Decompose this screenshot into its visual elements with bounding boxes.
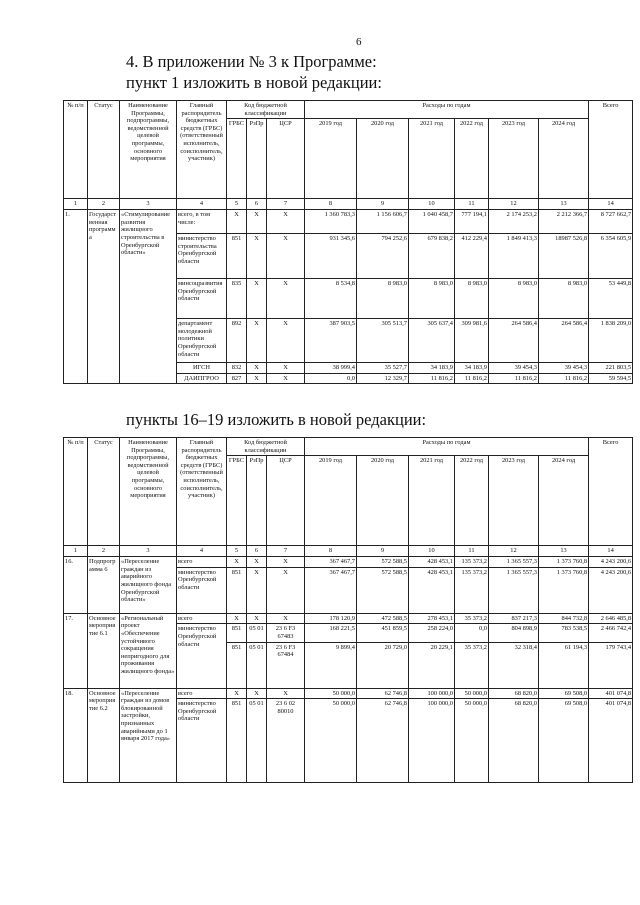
cell-csr: X xyxy=(267,234,305,279)
cell-value: 20 229,1 xyxy=(409,642,455,688)
cell-value: 50 000,0 xyxy=(455,688,489,699)
col-header-year: 2023 год xyxy=(489,456,539,546)
cell-value: 931 345,6 xyxy=(305,234,357,279)
cell-rzpr: X xyxy=(247,557,267,568)
cell-grbs: 835 xyxy=(227,279,247,319)
cell-csr: X xyxy=(267,613,305,624)
row-manager: министерство Оренбургской области xyxy=(177,699,227,783)
cell-value: 50 000,0 xyxy=(455,699,489,783)
cell-value: 679 838,2 xyxy=(409,234,455,279)
cell-rzpr: X xyxy=(247,688,267,699)
col-header-year: 2020 год xyxy=(357,119,409,199)
cell-total: 2 466 742,4 xyxy=(589,624,633,642)
cell-value: 8 983,0 xyxy=(455,279,489,319)
table-row xyxy=(64,557,633,568)
cell-value: 1 365 557,3 xyxy=(489,557,539,568)
cell-value: 18987 526,8 xyxy=(539,234,589,279)
cell-value: 38 999,4 xyxy=(305,363,357,374)
table-row xyxy=(64,688,633,699)
col-number: 3 xyxy=(120,546,177,557)
cell-value: 11 816,2 xyxy=(539,373,589,384)
cell-rzpr: X xyxy=(247,319,267,363)
cell-value: 8 983,0 xyxy=(357,279,409,319)
cell-value: 35 373,2 xyxy=(455,642,489,688)
cell-value: 8 983,0 xyxy=(409,279,455,319)
cell-value: 572 588,5 xyxy=(357,567,409,613)
cell-value: 50 000,0 xyxy=(305,699,357,783)
cell-value: 34 183,9 xyxy=(455,363,489,374)
item-status: Подпрограмма 6 xyxy=(88,557,120,614)
table-row xyxy=(64,613,633,624)
cell-value: 258 224,0 xyxy=(409,624,455,642)
item-num: 16. xyxy=(64,557,88,614)
cell-total: 221 803,5 xyxy=(589,363,633,374)
cell-value: 844 732,8 xyxy=(539,613,589,624)
cell-value: 35 527,7 xyxy=(357,363,409,374)
cell-total: 53 449,8 xyxy=(589,279,633,319)
col-header-csr: ЦСР xyxy=(267,119,305,199)
cell-value: 20 729,0 xyxy=(357,642,409,688)
item-name: «Переселение граждан из аварийного жилищного фонда Оренбургской области» xyxy=(120,557,177,614)
cell-value: 11 816,2 xyxy=(409,373,455,384)
col-number: 3 xyxy=(120,199,177,210)
item-num: 17. xyxy=(64,613,88,688)
cell-value: 1 360 783,3 xyxy=(305,210,357,234)
col-number: 6 xyxy=(247,546,267,557)
cell-grbs: 851 xyxy=(227,234,247,279)
item-name: «Стимулирование развития жилищного строительства в Оренбургской области» xyxy=(120,210,177,384)
cell-csr: X xyxy=(267,210,305,234)
col-header-csr: ЦСР xyxy=(267,456,305,546)
cell-value: 39 454,3 xyxy=(489,363,539,374)
col-header-manager: Главный распорядитель бюджетных средств (ГРБС) (ответственный исполнитель, соисполнитель, участник) xyxy=(177,101,227,199)
cell-total: 401 074,8 xyxy=(589,688,633,699)
cell-total: 1 838 209,0 xyxy=(589,319,633,363)
col-header-year: 2021 год xyxy=(409,119,455,199)
col-number: 5 xyxy=(227,199,247,210)
cell-value: 837 217,3 xyxy=(489,613,539,624)
cell-value: 11 816,2 xyxy=(489,373,539,384)
row-manager: ИГСН xyxy=(177,363,227,374)
cell-grbs: X xyxy=(227,557,247,568)
cell-value: 451 859,5 xyxy=(357,624,409,642)
col-header-year: 2019 год xyxy=(305,456,357,546)
col-header-year: 2022 год xyxy=(455,119,489,199)
cell-total: 6 354 605,9 xyxy=(589,234,633,279)
cell-value: 11 816,2 xyxy=(455,373,489,384)
col-header-year: 2024 год xyxy=(539,119,589,199)
col-header-grbs: ГРБС xyxy=(227,456,247,546)
cell-csr: X xyxy=(267,557,305,568)
cell-value: 2 212 366,7 xyxy=(539,210,589,234)
cell-value: 62 746,8 xyxy=(357,699,409,783)
cell-rzpr: X xyxy=(247,567,267,613)
cell-grbs: 851 xyxy=(227,699,247,783)
cell-grbs: 851 xyxy=(227,642,247,688)
row-manager: всего xyxy=(177,557,227,568)
col-header-year: 2020 год xyxy=(357,456,409,546)
col-header-total: Всего xyxy=(589,438,633,546)
col-header-code-group: Код бюджетной классификации xyxy=(227,101,305,119)
col-number: 2 xyxy=(88,546,120,557)
cell-csr: 23 6 F3 67484 xyxy=(267,642,305,688)
cell-total: 4 243 200,6 xyxy=(589,567,633,613)
col-header-code-group: Код бюджетной классификации xyxy=(227,438,305,456)
cell-grbs: X xyxy=(227,613,247,624)
cell-grbs: 827 xyxy=(227,373,247,384)
row-manager: всего, в том числе: xyxy=(177,210,227,234)
item-status: Государственная программа xyxy=(88,210,120,384)
cell-value: 0,0 xyxy=(305,373,357,384)
cell-grbs: 892 xyxy=(227,319,247,363)
col-number: 7 xyxy=(267,546,305,557)
cell-csr: X xyxy=(267,688,305,699)
row-manager: министерство Оренбургской области xyxy=(177,624,227,688)
cell-value: 34 183,9 xyxy=(409,363,455,374)
cell-value: 1 040 458,7 xyxy=(409,210,455,234)
row-manager: департамент молодежной политики Оренбургской области xyxy=(177,319,227,363)
cell-value: 1 156 606,7 xyxy=(357,210,409,234)
cell-value: 9 899,4 xyxy=(305,642,357,688)
cell-total: 401 074,8 xyxy=(589,699,633,783)
cell-rzpr: 05 01 xyxy=(247,624,267,642)
cell-value: 305 637,4 xyxy=(409,319,455,363)
row-manager: министерство Оренбургской области xyxy=(177,567,227,613)
cell-value: 1 365 557,3 xyxy=(489,567,539,613)
col-number: 12 xyxy=(489,199,539,210)
col-header-year: 2022 год xyxy=(455,456,489,546)
col-number: 14 xyxy=(589,546,633,557)
cell-value: 572 588,5 xyxy=(357,557,409,568)
cell-value: 1 849 413,3 xyxy=(489,234,539,279)
col-header-status: Статус xyxy=(88,101,120,199)
cell-value: 50 000,0 xyxy=(305,688,357,699)
cell-csr: X xyxy=(267,279,305,319)
heading-section-2: пункты 16–19 изложить в новой редакции: xyxy=(126,410,427,429)
col-number: 8 xyxy=(305,546,357,557)
cell-csr: X xyxy=(267,373,305,384)
cell-value: 264 586,4 xyxy=(489,319,539,363)
col-number: 11 xyxy=(455,199,489,210)
item-name: «Региональный проект «Обеспечение устойчивого сокращения непригодного для проживания жилищного фонда» xyxy=(120,613,177,688)
col-header-rzpr: РзПр xyxy=(247,119,267,199)
cell-value: 68 820,0 xyxy=(489,699,539,783)
row-manager: всего xyxy=(177,613,227,624)
col-number: 1 xyxy=(64,546,88,557)
cell-grbs: X xyxy=(227,210,247,234)
cell-total: 2 646 485,8 xyxy=(589,613,633,624)
row-manager: ДАИПГРОО xyxy=(177,373,227,384)
col-number: 9 xyxy=(357,546,409,557)
col-header-rzpr: РзПр xyxy=(247,456,267,546)
col-number: 7 xyxy=(267,199,305,210)
col-number: 8 xyxy=(305,199,357,210)
col-header-num: № п/п xyxy=(64,438,88,546)
cell-value: 35 373,2 xyxy=(455,613,489,624)
cell-value: 309 981,6 xyxy=(455,319,489,363)
cell-total: 4 243 200,6 xyxy=(589,557,633,568)
cell-value: 8 983,0 xyxy=(489,279,539,319)
cell-value: 1 373 760,8 xyxy=(539,567,589,613)
cell-value: 135 373,2 xyxy=(455,567,489,613)
col-number: 2 xyxy=(88,199,120,210)
cell-value: 135 373,2 xyxy=(455,557,489,568)
cell-value: 68 820,0 xyxy=(489,688,539,699)
cell-csr: 23 6 F3 67483 xyxy=(267,624,305,642)
col-header-manager: Главный распорядитель бюджетных средств (ГРБС) (ответственный исполнитель, соисполнитель, участник) xyxy=(177,438,227,546)
cell-csr: X xyxy=(267,319,305,363)
cell-value: 367 467,7 xyxy=(305,557,357,568)
cell-value: 61 194,3 xyxy=(539,642,589,688)
cell-value: 178 120,9 xyxy=(305,613,357,624)
cell-value: 0,0 xyxy=(455,624,489,642)
cell-value: 8 534,8 xyxy=(305,279,357,319)
cell-value: 39 454,3 xyxy=(539,363,589,374)
cell-value: 8 983,0 xyxy=(539,279,589,319)
cell-value: 428 453,1 xyxy=(409,567,455,613)
cell-rzpr: X xyxy=(247,373,267,384)
row-manager: министерство строительства Оренбургской области xyxy=(177,234,227,279)
budget-table-items-16-19 xyxy=(63,437,633,783)
cell-rzpr: 05 01 xyxy=(247,699,267,783)
page-number: 6 xyxy=(356,36,362,48)
col-header-spend-group: Расходы по годам xyxy=(305,438,589,456)
cell-rzpr: X xyxy=(247,613,267,624)
col-number: 10 xyxy=(409,199,455,210)
col-number: 9 xyxy=(357,199,409,210)
cell-value: 168 221,5 xyxy=(305,624,357,642)
col-header-name: Наименование Программы, подпрограммы, ведомственной целевой программы, основного мероприятия xyxy=(120,101,177,199)
col-number: 13 xyxy=(539,546,589,557)
cell-value: 1 373 760,8 xyxy=(539,557,589,568)
cell-grbs: 851 xyxy=(227,624,247,642)
cell-value: 367 467,7 xyxy=(305,567,357,613)
cell-rzpr: 05 01 xyxy=(247,642,267,688)
col-number: 4 xyxy=(177,199,227,210)
col-header-year: 2019 год xyxy=(305,119,357,199)
cell-value: 100 000,0 xyxy=(409,688,455,699)
item-num: 18. xyxy=(64,688,88,783)
cell-value: 62 746,8 xyxy=(357,688,409,699)
col-header-num: № п/п xyxy=(64,101,88,199)
cell-csr: X xyxy=(267,567,305,613)
col-header-name: Наименование Программы, подпрограммы, ведомственной целевой программы, основного мероприятия xyxy=(120,438,177,546)
table-row xyxy=(64,210,633,234)
cell-value: 428 453,1 xyxy=(409,557,455,568)
cell-csr: 23 6 02 80010 xyxy=(267,699,305,783)
item-status: Основное мероприятие 6.2 xyxy=(88,688,120,783)
cell-grbs: X xyxy=(227,688,247,699)
cell-value: 472 588,5 xyxy=(357,613,409,624)
cell-total: 179 743,4 xyxy=(589,642,633,688)
cell-value: 12 329,7 xyxy=(357,373,409,384)
cell-total: 59 594,5 xyxy=(589,373,633,384)
col-header-year: 2023 год xyxy=(489,119,539,199)
heading-line-2: пункт 1 изложить в новой редакции: xyxy=(126,73,382,92)
col-number: 14 xyxy=(589,199,633,210)
cell-value: 305 513,7 xyxy=(357,319,409,363)
cell-rzpr: X xyxy=(247,279,267,319)
col-number: 5 xyxy=(227,546,247,557)
col-header-spend-group: Расходы по годам xyxy=(305,101,589,119)
cell-value: 387 903,5 xyxy=(305,319,357,363)
cell-value: 69 508,0 xyxy=(539,688,589,699)
cell-rzpr: X xyxy=(247,363,267,374)
budget-table-item-1 xyxy=(63,100,633,384)
heading-line-1: 4. В приложении № 3 к Программе: xyxy=(126,52,377,71)
cell-value: 2 174 253,2 xyxy=(489,210,539,234)
col-number: 1 xyxy=(64,199,88,210)
cell-value: 783 538,5 xyxy=(539,624,589,642)
col-header-year: 2021 год xyxy=(409,456,455,546)
item-name: «Переселение граждан из домов блокированной застройки, признанных аварийными до 1 января 2017 года» xyxy=(120,688,177,783)
row-manager: минсоцразвития Оренбургской области xyxy=(177,279,227,319)
col-header-total: Всего xyxy=(589,101,633,199)
col-number: 11 xyxy=(455,546,489,557)
cell-csr: X xyxy=(267,363,305,374)
row-manager: всего xyxy=(177,688,227,699)
cell-rzpr: X xyxy=(247,210,267,234)
col-header-status: Статус xyxy=(88,438,120,546)
col-header-year: 2024 год xyxy=(539,456,589,546)
col-header-grbs: ГРБС xyxy=(227,119,247,199)
cell-grbs: 851 xyxy=(227,567,247,613)
cell-value: 69 508,0 xyxy=(539,699,589,783)
cell-total: 8 727 662,7 xyxy=(589,210,633,234)
col-number: 6 xyxy=(247,199,267,210)
item-num: 1. xyxy=(64,210,88,384)
cell-value: 777 194,1 xyxy=(455,210,489,234)
cell-value: 100 000,0 xyxy=(409,699,455,783)
item-status: Основное мероприятие 6.1 xyxy=(88,613,120,688)
cell-rzpr: X xyxy=(247,234,267,279)
cell-value: 794 252,6 xyxy=(357,234,409,279)
col-number: 13 xyxy=(539,199,589,210)
cell-value: 32 318,4 xyxy=(489,642,539,688)
cell-value: 264 586,4 xyxy=(539,319,589,363)
col-number: 4 xyxy=(177,546,227,557)
cell-value: 278 453,1 xyxy=(409,613,455,624)
cell-grbs: 832 xyxy=(227,363,247,374)
col-number: 12 xyxy=(489,546,539,557)
cell-value: 412 229,4 xyxy=(455,234,489,279)
col-number: 10 xyxy=(409,546,455,557)
cell-value: 804 898,9 xyxy=(489,624,539,642)
